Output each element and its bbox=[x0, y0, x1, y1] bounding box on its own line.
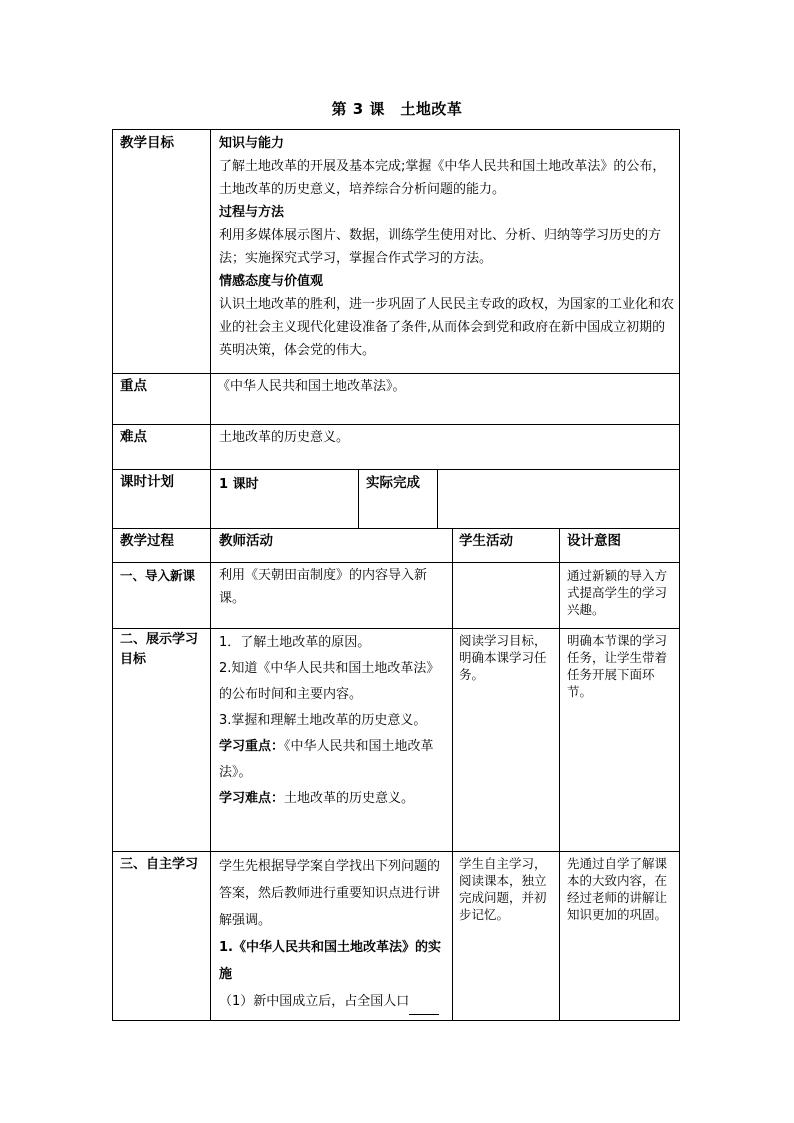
difficult-text: 土地改革的历史意义。 bbox=[219, 430, 350, 445]
key-label: 重点 bbox=[120, 378, 147, 394]
goal-item-3: 3.掌握和理解土地改革的历史意义。 bbox=[219, 713, 427, 728]
self-instruction: 学生先根据导学案自学找出下列问题的答案，然后教师进行重要知识点进行讲解强调。 bbox=[219, 859, 441, 928]
intro-stage: 一、导入新课 bbox=[120, 568, 196, 583]
goals-label: 教学目标 bbox=[120, 135, 174, 151]
self-question-1: （1）新中国成立后，占全国人口 bbox=[219, 994, 410, 1009]
actual-complete-label: 实际完成 bbox=[366, 475, 420, 491]
goals-student: 阅读学习目标，明确本课学习任务。 bbox=[459, 633, 547, 682]
goals-heading-knowledge: 知识与能力 bbox=[219, 136, 285, 151]
row-divider bbox=[113, 628, 679, 629]
column-divider bbox=[559, 528, 560, 1021]
difficult-label: 难点 bbox=[120, 429, 147, 445]
row-divider bbox=[113, 562, 679, 563]
header-student: 学生活动 bbox=[459, 533, 513, 549]
intro-teacher: 利用《天朝田亩制度》的内容导入新课。 bbox=[219, 568, 428, 606]
self-teacher bbox=[219, 853, 451, 1015]
study-difficult-label: 学习难点： bbox=[219, 791, 285, 806]
schedule-label: 课时计划 bbox=[120, 474, 174, 490]
row-divider bbox=[113, 528, 679, 529]
goals-design: 明确本节课的学习任务，让学生带着任务开展下面环节。 bbox=[567, 633, 668, 699]
self-stage: 三、自主学习 bbox=[120, 857, 199, 872]
header-design: 设计意图 bbox=[567, 533, 621, 549]
goals-content bbox=[219, 132, 677, 362]
goal-item-1: 1．了解土地改革的原因。 bbox=[219, 635, 371, 650]
page-title: 第 3 课 土地改革 bbox=[331, 100, 463, 118]
row-divider bbox=[113, 424, 679, 425]
header-teacher: 教师活动 bbox=[219, 533, 273, 549]
key-text: 《中华人民共和国土地改革法》。 bbox=[217, 379, 406, 394]
goals-heading-process: 过程与方法 bbox=[219, 205, 285, 220]
column-divider bbox=[437, 469, 438, 528]
column-divider bbox=[210, 130, 211, 1021]
schedule-value: 1 课时 bbox=[219, 477, 259, 492]
goals-text-process: 利用多媒体展示图片、数据，训练学生使用对比、分析、归纳等学习历史的方法；实施探究式学习，掌握合作式学习的方法。 bbox=[219, 228, 662, 266]
lesson-plan-table bbox=[112, 129, 680, 1021]
self-design: 先通过自学了解课本的大致内容，在经过老师的讲解让知识更加的巩固。 bbox=[567, 856, 668, 922]
goals-heading-attitude: 情感态度与价值观 bbox=[219, 274, 324, 289]
goal-item-2: 2.知道《中华人民共和国土地改革法》的公布时间和主要内容。 bbox=[219, 661, 440, 702]
answer-blank[interactable] bbox=[409, 1000, 439, 1015]
study-key-label: 学习重点： bbox=[219, 739, 285, 754]
goals-text-knowledge: 了解土地改革的开展及基本完成;掌握《中华人民共和国土地改革法》的公布，土地改革的历史意义，培养综合分析问题的能力。 bbox=[219, 159, 666, 197]
header-stage: 教学过程 bbox=[120, 533, 174, 549]
goals-teacher bbox=[219, 630, 451, 812]
goals-stage: 二、展示学习目标 bbox=[120, 632, 199, 667]
goals-text-attitude: 认识土地改革的胜利，进一步巩固了人民民主专政的政权，为国家的工业化和农业的社会主义现代化建设准备了条件,从而体会到党和政府在新中国成立初期的英明决策，体会党的伟大。 bbox=[219, 297, 675, 358]
column-divider bbox=[452, 528, 453, 1021]
row-divider bbox=[113, 373, 679, 374]
self-section-heading: 1.《中华人民共和国土地改革法》的实施 bbox=[219, 940, 441, 982]
row-divider bbox=[113, 469, 679, 470]
study-key-text: 《中华人民共和国土地改革法》。 bbox=[219, 739, 434, 780]
row-divider bbox=[113, 851, 679, 852]
self-student: 学生自主学习，阅读课本，独立完成问题，并初步记忆。 bbox=[459, 856, 547, 922]
column-divider bbox=[358, 469, 359, 528]
intro-design: 通过新颖的导入方式提高学生的学习兴趣。 bbox=[567, 568, 668, 617]
study-difficult-text: 土地改革的历史意义。 bbox=[284, 791, 415, 806]
